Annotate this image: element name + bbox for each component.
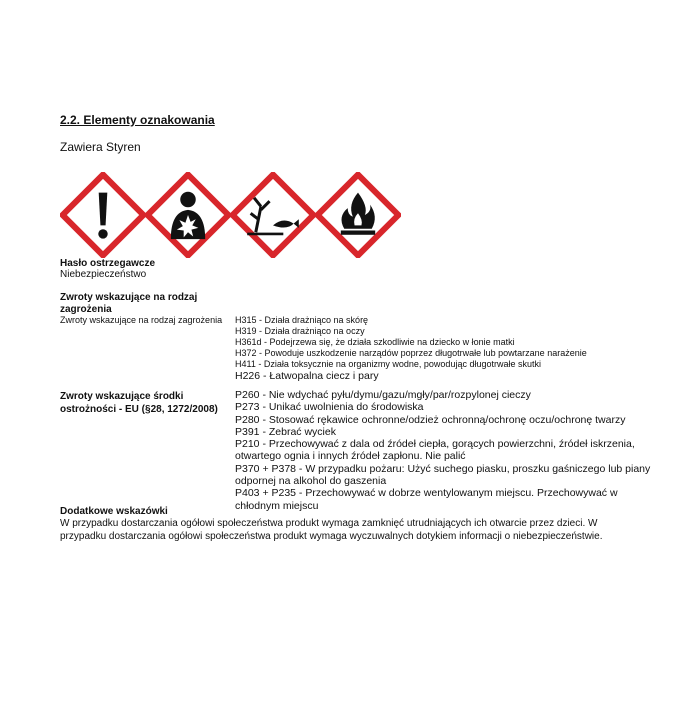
additional-heading: Dodatkowe wskazówki (60, 506, 168, 517)
signal-word-value: Niebezpieczeństwo (60, 269, 147, 280)
signal-word-label: Hasło ostrzegawcze (60, 258, 156, 269)
list-item: odpornej na alkohol do gaszenia (235, 475, 387, 488)
list-item: H315 - Działa drażniąco na skórę (235, 315, 369, 325)
list-item: H319 - Działa drażniąco na oczy (235, 326, 365, 336)
list-item: H361d - Podejrzewa się, że działa szkodliwie na dziecko w łonie matki (235, 337, 515, 347)
environment-hazard-icon (230, 172, 316, 258)
list-item: P210 - Przechowywać z dala od źródeł ciepła, gorących powierzchni, źródeł iskrzenia, (235, 438, 635, 451)
exclamation-mark-icon (60, 172, 146, 258)
contains-text: Zawiera Styren (60, 140, 141, 154)
health-hazard-icon (145, 172, 231, 258)
list-item: otwartego ognia i innych źródeł zapłonu. Nie palić (235, 450, 466, 463)
hazard-heading: Zwroty wskazujące na rodzaj zagrożenia (60, 292, 198, 315)
list-item: P391 - Zebrać wyciek (235, 425, 336, 438)
list-item: chłodnym miejscu (235, 499, 319, 512)
list-item: H411 - Działa toksycznie na organizmy wodne, powodując długotrwałe skutki (235, 359, 541, 369)
list-item: P260 - Nie wdychać pyłu/dymu/gazu/mgły/par/rozpylonej cieczy (235, 389, 531, 401)
precaution-heading: Zwroty wskazujące środki ostrożności - EU (§28, 1272/2008) (60, 391, 218, 415)
additional-text: W przypadku dostarczania ogółowi społeczeństwa produkt wymaga zamknięć utrudniających ich otwarcie przez dzieci. W przypadku dostarczania ogółowi społeczeństwa produkt wymaga wyczuwalnych dotykiem informacji o niebezpieczeństwie. (60, 518, 603, 542)
section-title: 2.2. Elementy oznakowania (60, 113, 215, 127)
list-item: H226 - Łatwopalna ciecz i pary (235, 370, 379, 382)
hazard-statements (235, 315, 587, 383)
list-item: P273 - Unikać uwolnienia do środowiska (235, 401, 424, 414)
list-item: P280 - Stosować rękawice ochronne/odzież ochronną/ochronę oczu/ochronę twarzy (235, 413, 626, 426)
hazard-label: Zwroty wskazujące na rodzaj zagrożenia (60, 315, 223, 325)
precautionary-statements (235, 389, 650, 512)
list-item: P403 + P235 - Przechowywać w dobrze wentylowanym miejscu. Przechowywać w (235, 487, 618, 500)
list-item: H372 - Powoduje uszkodzenie narządów poprzez długotrwałe lub powtarzane narażenie (235, 348, 587, 358)
list-item: P370 + P378 - W przypadku pożaru: Użyć suchego piasku, proszku gaśniczego lub piany (235, 462, 651, 475)
flame-icon (315, 172, 401, 258)
